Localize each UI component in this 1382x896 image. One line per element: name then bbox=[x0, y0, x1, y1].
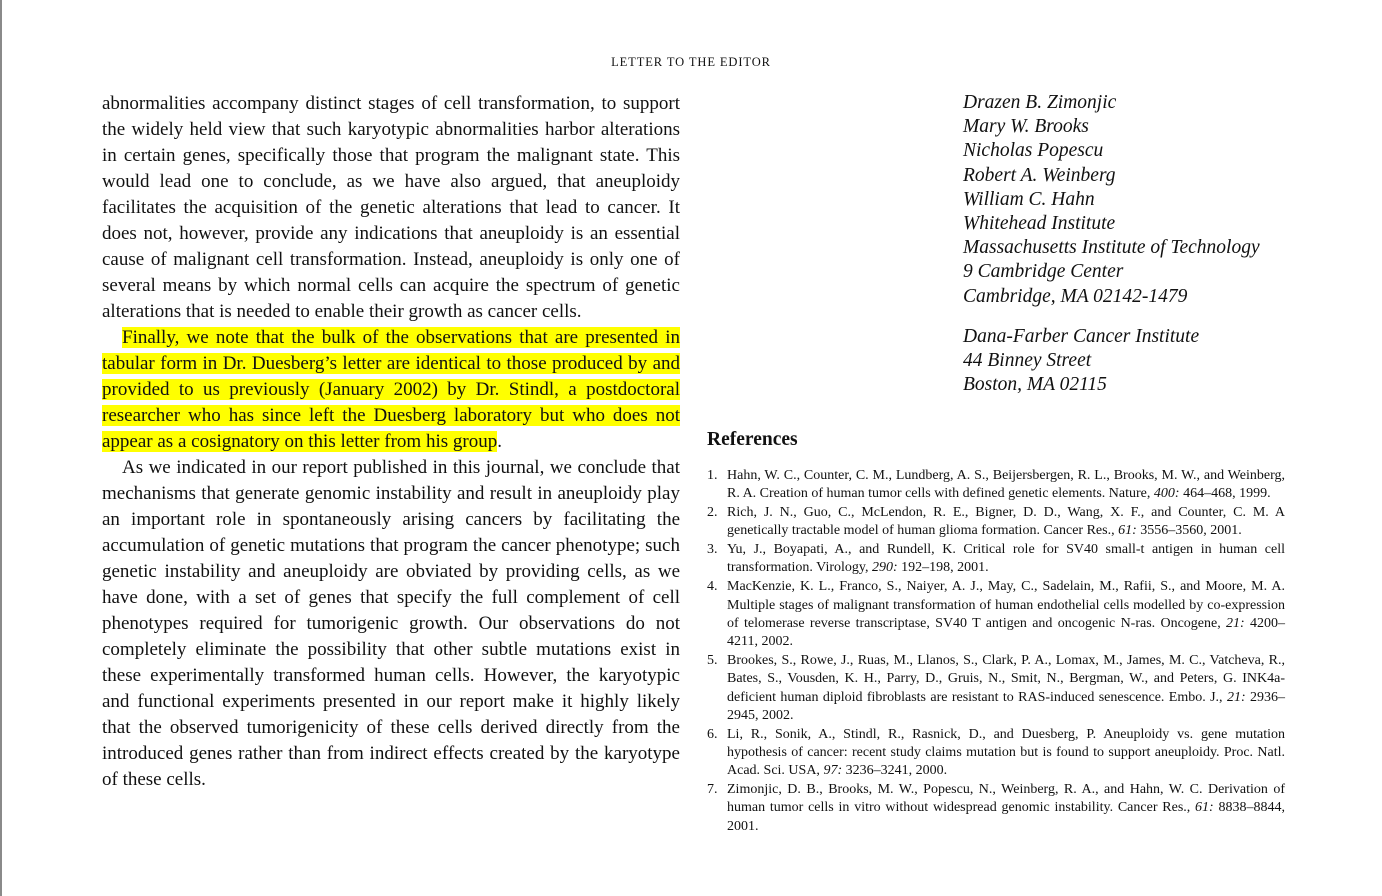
reference-item bbox=[707, 541, 1285, 578]
references-heading: References bbox=[707, 429, 798, 450]
page-left-border bbox=[0, 0, 2, 896]
reference-volume: 21: bbox=[1226, 689, 1246, 705]
reference-volume: 61: bbox=[1118, 523, 1137, 539]
reference-text: Rich, J. N., Guo, C., McLendon, R. E., Bigner, D. D., Wang, X. F., and Counter, C. M. A genetically tractable model of human glioma formation. Cancer Res., bbox=[727, 505, 1285, 539]
reference-number: 5. bbox=[707, 652, 718, 668]
reference-volume: 97: bbox=[823, 763, 843, 779]
reference-text: Zimonjic, D. B., Brooks, M. W., Popescu, N., Weinberg, R. A., and Hahn, W. C. Derivation of human tumor cells in vitro without widespread genomic instability. Cancer Res., bbox=[727, 782, 1285, 816]
reference-text: MacKenzie, K. L., Franco, S., Naiyer, A. J., May, C., Sadelain, M., Rafii, S., and Moore, M. A. Multiple stages of malignant transformation of human endothelial cells modelled by co-expression of telomerase reverse transcriptase, SV40 T antigen and oncogenic N-ras. Oncogene, bbox=[727, 579, 1285, 631]
reference-number: 1. bbox=[707, 468, 718, 483]
reference-item bbox=[707, 467, 1285, 504]
affiliation-line: Whitehead Institute bbox=[963, 213, 1116, 235]
reference-text: Yu, J., Boyapati, A., and Rundell, K. Critical role for SV40 small-t antigen in human cell transformation. Virology, bbox=[727, 542, 1285, 576]
reference-number: 3. bbox=[707, 542, 718, 558]
reference-volume: 290: bbox=[871, 560, 898, 576]
author-signature-block bbox=[963, 91, 1260, 397]
reference-text: Hahn, W. C., Counter, C. M., Lundberg, A. S., Beijersbergen, R. L., Brooks, M. W., and Weinberg, R. A. Creation of human tumor cells with defined genetic elements. Nature, bbox=[727, 468, 1285, 502]
paragraph-2-tail: . bbox=[497, 431, 502, 452]
reference-pages: 3236–3241, 2000. bbox=[842, 763, 948, 779]
reference-number: 7. bbox=[707, 782, 718, 798]
reference-pages: 192–198, 2001. bbox=[897, 560, 989, 576]
references-list bbox=[707, 467, 1285, 836]
reference-item bbox=[707, 504, 1285, 541]
affiliation-line: Cambridge, MA 02142-1479 bbox=[963, 285, 1188, 307]
author-name: Drazen B. Zimonjic bbox=[963, 92, 1117, 113]
body-paragraph-3: As we indicated in our report published in this journal, we conclude that mechanisms that generate genomic instability and result in aneuploidy play an important role in spontaneously arising cancers by facilitating the accumulation of genetic mutations that program the cancer phenotype; such genetic instability and aneuploidy are obviated by providing cells, as we have done, with a set of genes that specify the full complement of cell phenotypes required for tumorigenic growth. Our observations do not completely eliminate the possibility that other subtle mutations exist in these experimentally transformed human cells. However, the karyotypic and functional experiments presented in our report make it highly likely that the observed tumorigenicity of these cells derived directly from the introduced genes rather than from indirect effects created by the karyotype of these cells. bbox=[102, 457, 680, 790]
reference-text: Brookes, S., Rowe, J., Ruas, M., Llanos, S., Clark, P. A., Lomax, M., James, M. C., Vatcheva, R., Bates, S., Vousden, K. H., Parry, D., Gruis, N., Smit, N., Bergman, W., and Peters, G. INK4a-deficient human diploid fibroblasts are resistant to RAS-induced senescence. Embo. J., bbox=[727, 652, 1285, 705]
body-text-column bbox=[102, 91, 680, 793]
affiliation-line: Dana-Farber Cancer Institute bbox=[963, 325, 1200, 347]
reference-item bbox=[707, 652, 1285, 725]
author-name: Robert A. Weinberg bbox=[963, 164, 1116, 186]
reference-pages: 2936–2945, 2002. bbox=[727, 689, 1285, 723]
reference-item bbox=[707, 578, 1285, 651]
body-paragraph-2 bbox=[102, 325, 680, 455]
author-name: Nicholas Popescu bbox=[963, 140, 1104, 162]
reference-pages: 4200–4211, 2002. bbox=[727, 615, 1286, 650]
affiliation-spacer bbox=[963, 309, 1260, 325]
affiliation-line: Massachusetts Institute of Technology bbox=[963, 237, 1260, 259]
author-name: William C. Hahn bbox=[963, 188, 1095, 210]
reference-pages: 8838–8844, 2001. bbox=[727, 800, 1285, 834]
body-paragraph-1: abnormalities accompany distinct stages of cell transformation, to support the widely held view that such karyotypic abnormalities harbor alterations in certain genes, specifically those that program the malignant state. This would lead one to conclude, as we have also argued, that aneuploidy facilitates the acquisition of the genetic alterations that lead to cancer. It does not, however, provide any indications that aneuploidy is an essential cause of malignant cell transformation. Instead, aneuploidy is only one of several means by which normal cells can acquire the spectrum of genetic alterations that is needed to enable their growth as cancer cells. bbox=[102, 93, 680, 322]
author-name: Mary W. Brooks bbox=[963, 116, 1089, 138]
highlighted-text[interactable]: Finally, we note that the bulk of the observations that are presented in tabular form in Dr. Duesberg’s letter are identical to those produced by and provided to us previously (January 2002) by Dr. Stindl, a postdoctoral researcher who has since left the Duesberg laboratory but who does not appear as a cosignatory on this letter from his group bbox=[102, 327, 680, 452]
reference-volume: 400: bbox=[1153, 486, 1180, 502]
reference-pages: 3556–3560, 2001. bbox=[1136, 523, 1242, 539]
affiliation-line: 9 Cambridge Center bbox=[963, 261, 1124, 283]
reference-number: 6. bbox=[707, 726, 718, 742]
affiliation-line: Boston, MA 02115 bbox=[963, 374, 1107, 396]
reference-volume: 61: bbox=[1195, 800, 1214, 816]
reference-volume: 21: bbox=[1226, 615, 1245, 631]
reference-item bbox=[707, 726, 1285, 781]
running-head: LETTER TO THE EDITOR bbox=[611, 55, 771, 69]
reference-item bbox=[707, 781, 1285, 836]
reference-pages: 464–468, 1999. bbox=[1179, 486, 1271, 502]
reference-number: 4. bbox=[707, 579, 718, 595]
reference-text: Li, R., Sonik, A., Stindl, R., Rasnick, D., and Duesberg, P. Aneuploidy vs. gene mutation hypothesis of cancer: recent study claims mutation but is found to support aneuploidy. Proc. Natl. Acad. Sci. USA, bbox=[727, 726, 1285, 779]
affiliation-line: 44 Binney Street bbox=[963, 350, 1092, 372]
reference-number: 2. bbox=[707, 505, 718, 521]
